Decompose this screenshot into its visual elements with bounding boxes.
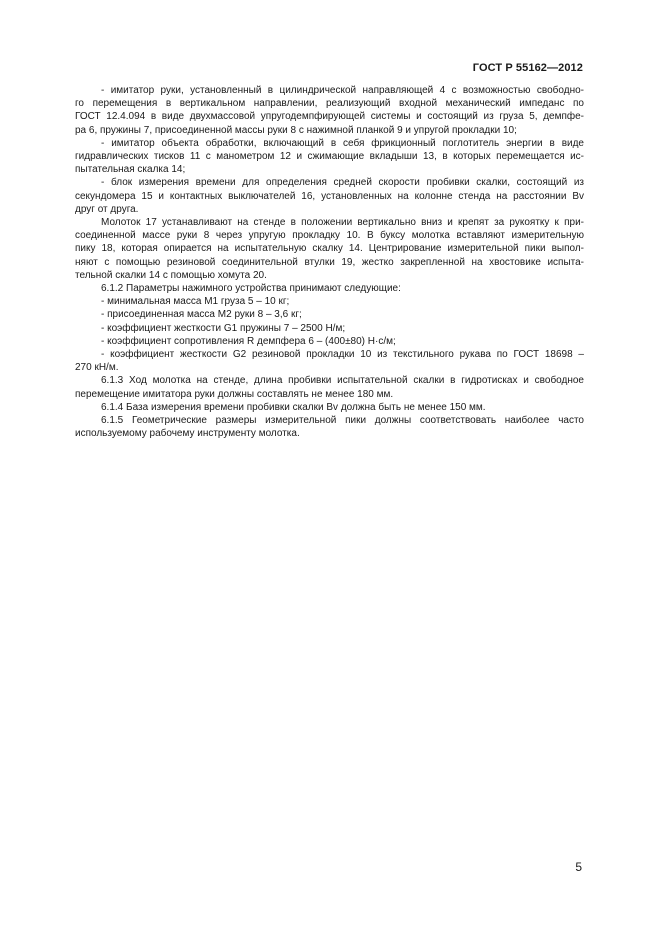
text-line: ра 6, пружины 7, присоединенной массы руки 8 с нажимной планкой 9 и упругой прокладки 10; bbox=[75, 124, 517, 136]
document-body bbox=[75, 84, 584, 440]
text-line: пику 18, которая опирается на испытательную скалку 14. Центрирование измерительной пики выпол- bbox=[75, 243, 584, 255]
text-line: Молоток 17 устанавливают на стенде в положении вертикально вниз и крепят за рукоятку к при- bbox=[101, 217, 584, 229]
text-line: 6.1.4 База измерения времени пробивки скалки Bv должна быть не менее 150 мм. bbox=[101, 401, 486, 413]
text-line: перемещение имитатора руки должны составлять не менее 180 мм. bbox=[75, 388, 394, 400]
text-line: 6.1.5 Геометрические размеры измерительной пики должны соответствовать наиболее часто bbox=[101, 415, 584, 427]
text-line: - имитатор объекта обработки, включающий в себя фрикционный поглотитель энергии в виде bbox=[101, 137, 584, 149]
standard-code: ГОСТ Р 55162—2012 bbox=[472, 62, 583, 74]
text-line: 270 кН/м. bbox=[75, 362, 119, 374]
text-line: 6.1.3 Ход молотка на стенде, длина пробивки испытательной скалки в гидротисках и свободное bbox=[101, 375, 584, 387]
text-line: соединенной массе руки 8 через упругую прокладку 10. В буксу молотка вставляют измерительную bbox=[75, 230, 584, 242]
text-line: 6.1.2 Параметры нажимного устройства принимают следующие: bbox=[101, 283, 401, 295]
text-line: няют с помощью резиновой соединительной втулки 19, жестко закрепленной на хвостовике испыта- bbox=[75, 256, 584, 268]
text-line: - имитатор руки, установленный в цилиндрической направляющей 4 с возможностью свободно- bbox=[101, 85, 584, 96]
text-line: - коэффициент жесткости G2 резиновой прокладки 10 из текстильного рукава по ГОСТ 18698 – bbox=[101, 349, 584, 361]
text-line: - блок измерения времени для определения средней скорости пробивки скалки, состоящий из bbox=[101, 177, 584, 189]
text-line: используемому рабочему инструменту молотка. bbox=[75, 428, 300, 440]
text-line: тельной скалки 14 с помощью хомута 20. bbox=[75, 269, 267, 281]
text-line: - минимальная масса M1 груза 5 – 10 кг; bbox=[101, 296, 290, 308]
page-number: 5 bbox=[575, 860, 582, 874]
text-line: секундомера 15 и контактных выключателей 16, установленных на колонне стенда на расстоянии Bv bbox=[75, 190, 584, 202]
text-line: го перемещения в вертикальном направлении, реализующий входной механический импеданс по bbox=[75, 98, 584, 110]
text-line: гидравлических тисков 11 с манометром 12 и сжимающие вкладыши 13, в которых перемещается ис- bbox=[75, 151, 584, 163]
text-line: - присоединенная масса M2 руки 8 – 3,6 кг; bbox=[101, 309, 302, 321]
text-line: - коэффициент жесткости G1 пружины 7 – 2500 Н/м; bbox=[101, 322, 346, 334]
text-line: друг от друга. bbox=[75, 203, 139, 215]
text-line: пытательная скалка 14; bbox=[75, 164, 186, 176]
text-line: - коэффициент сопротивления R демпфера 6 – (400±80) Н·с/м; bbox=[101, 335, 396, 347]
text-line: ГОСТ 12.4.094 в виде двухмассовой упругодемпфирующей системы и состоящий из груза 5, демпфе- bbox=[75, 111, 584, 123]
